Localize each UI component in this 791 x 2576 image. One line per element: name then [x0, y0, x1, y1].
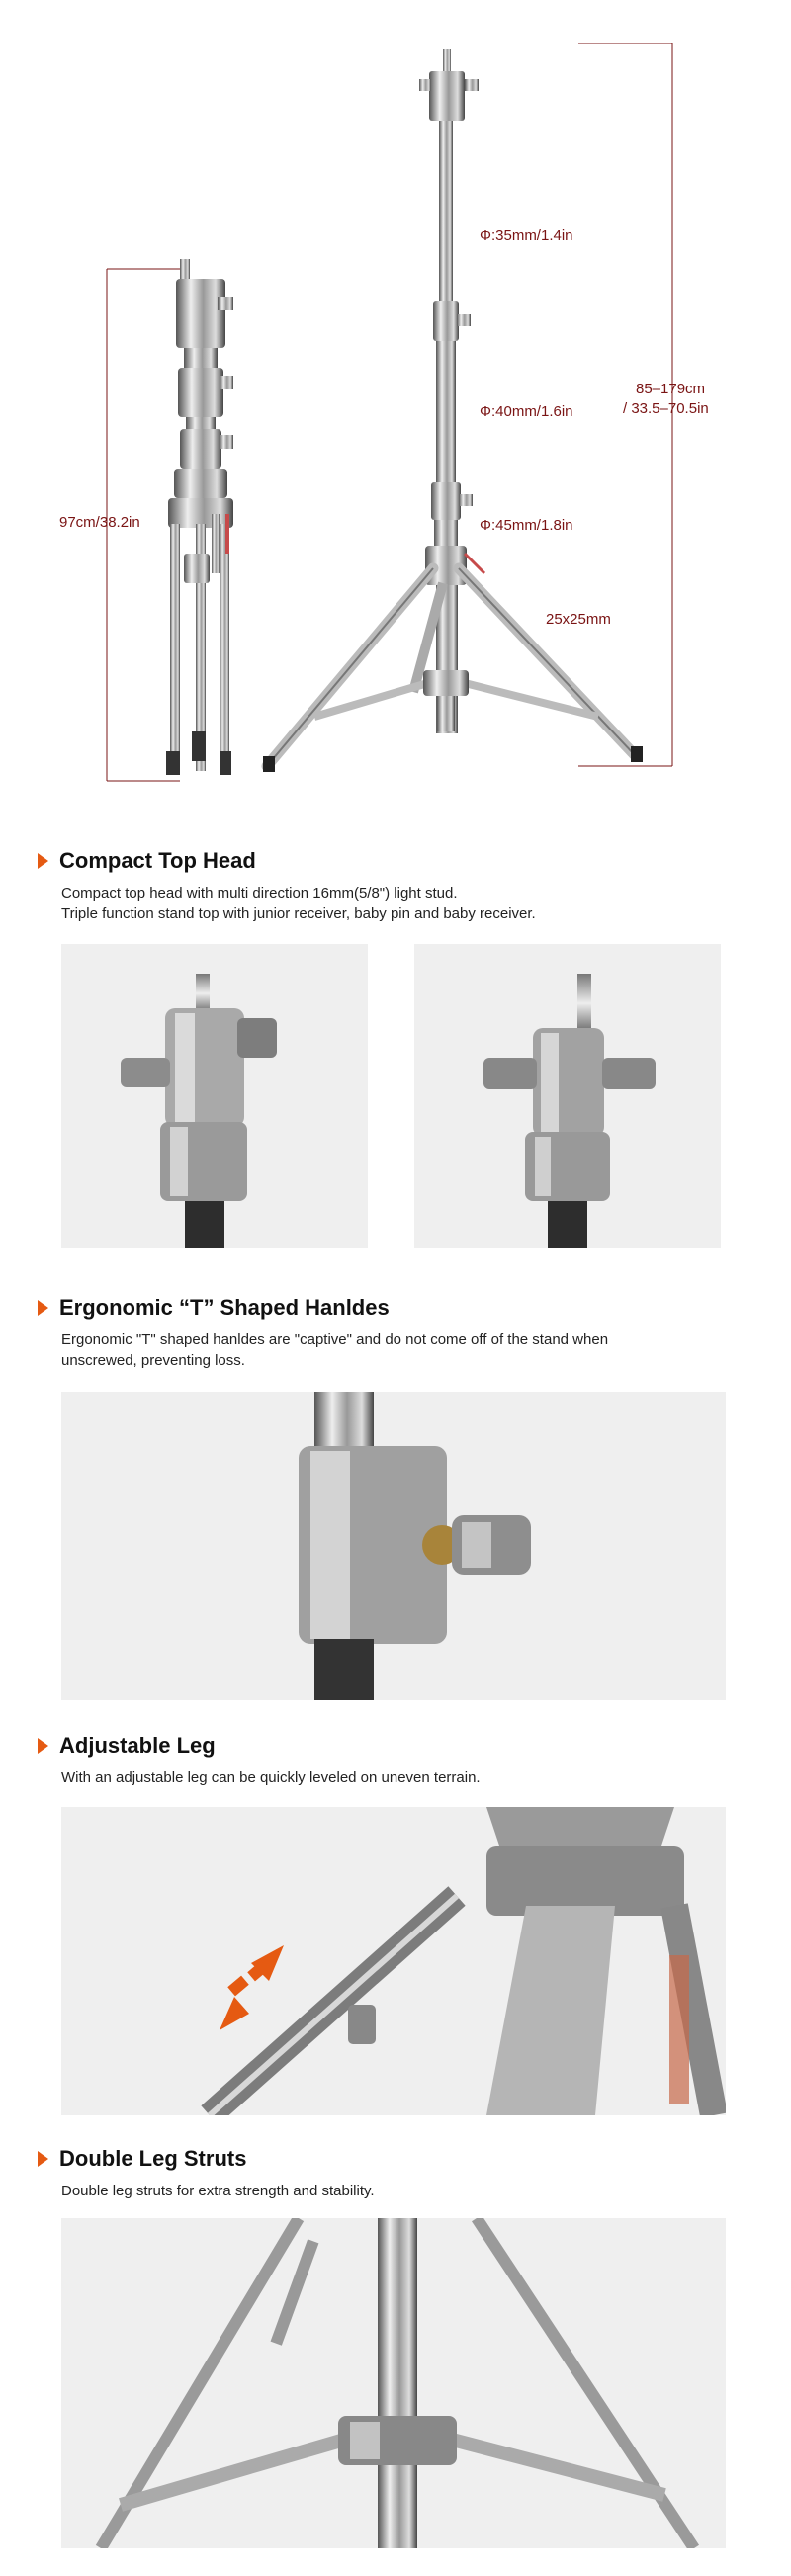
- top-head-side-image: [414, 944, 721, 1248]
- photo-adjustable-leg: [61, 1807, 726, 2115]
- arrow-icon: [38, 1738, 48, 1754]
- folded-height-label: 97cm/38.2in: [59, 514, 140, 531]
- photo-leg-struts: [61, 2218, 726, 2548]
- section-desc-compact-top-head: [61, 883, 734, 924]
- desc-line: With an adjustable leg can be quickly leveled on uneven terrain.: [61, 1769, 481, 1786]
- section-title-compact-top-head: [38, 848, 256, 874]
- section-desc-double-leg-struts: [61, 2181, 734, 2201]
- extended-stand: [263, 43, 672, 772]
- tube-diameter-mid-label: Φ:40mm/1.6in: [480, 403, 573, 420]
- desc-line: Double leg struts for extra strength and stability.: [61, 2183, 375, 2199]
- arrow-icon: [38, 853, 48, 869]
- leg-size-label: 25x25mm: [546, 611, 611, 628]
- section-title-double-leg-struts: [38, 2146, 246, 2172]
- leg-struts-image: [61, 2218, 726, 2548]
- arrow-icon: [38, 2151, 48, 2167]
- height-range-label-in: / 33.5–70.5in: [623, 400, 709, 417]
- desc-line: Compact top head with multi direction 16mm(5/8") light stud.: [61, 885, 458, 902]
- section-desc-t-handles: [61, 1330, 734, 1371]
- tube-diameter-low-label: Φ:45mm/1.8in: [480, 517, 573, 534]
- t-handle-image: [61, 1392, 726, 1700]
- desc-line: Triple function stand top with junior receiver, baby pin and baby receiver.: [61, 905, 536, 922]
- adjustable-leg-image: [61, 1807, 726, 2115]
- height-range-label-cm: 85–179cm: [636, 381, 706, 397]
- arrow-icon: [38, 1300, 48, 1316]
- section-desc-adjustable-leg: [61, 1767, 734, 1788]
- tube-diameter-top-label: Φ:35mm/1.4in: [480, 227, 573, 244]
- adjust-arrow-icon: [220, 1945, 284, 2030]
- photo-top-head-front: [61, 944, 368, 1248]
- section-title-t-handles: [38, 1295, 390, 1321]
- desc-line: unscrewed, preventing loss.: [61, 1352, 245, 1369]
- section-title-text: Compact Top Head: [59, 848, 256, 873]
- desc-line: Ergonomic "T" shaped hanldes are "captive" and do not come off of the stand when: [61, 1331, 609, 1348]
- top-head-front-image: [61, 944, 368, 1248]
- photo-top-head-side: [414, 944, 721, 1248]
- hero-illustration: [0, 0, 791, 820]
- section-title-text: Ergonomic “T” Shaped Hanldes: [59, 1295, 390, 1320]
- section-title-text: Adjustable Leg: [59, 1733, 216, 1758]
- section-title-adjustable-leg: [38, 1733, 216, 1759]
- photo-t-handle: [61, 1392, 726, 1700]
- section-title-text: Double Leg Struts: [59, 2146, 247, 2171]
